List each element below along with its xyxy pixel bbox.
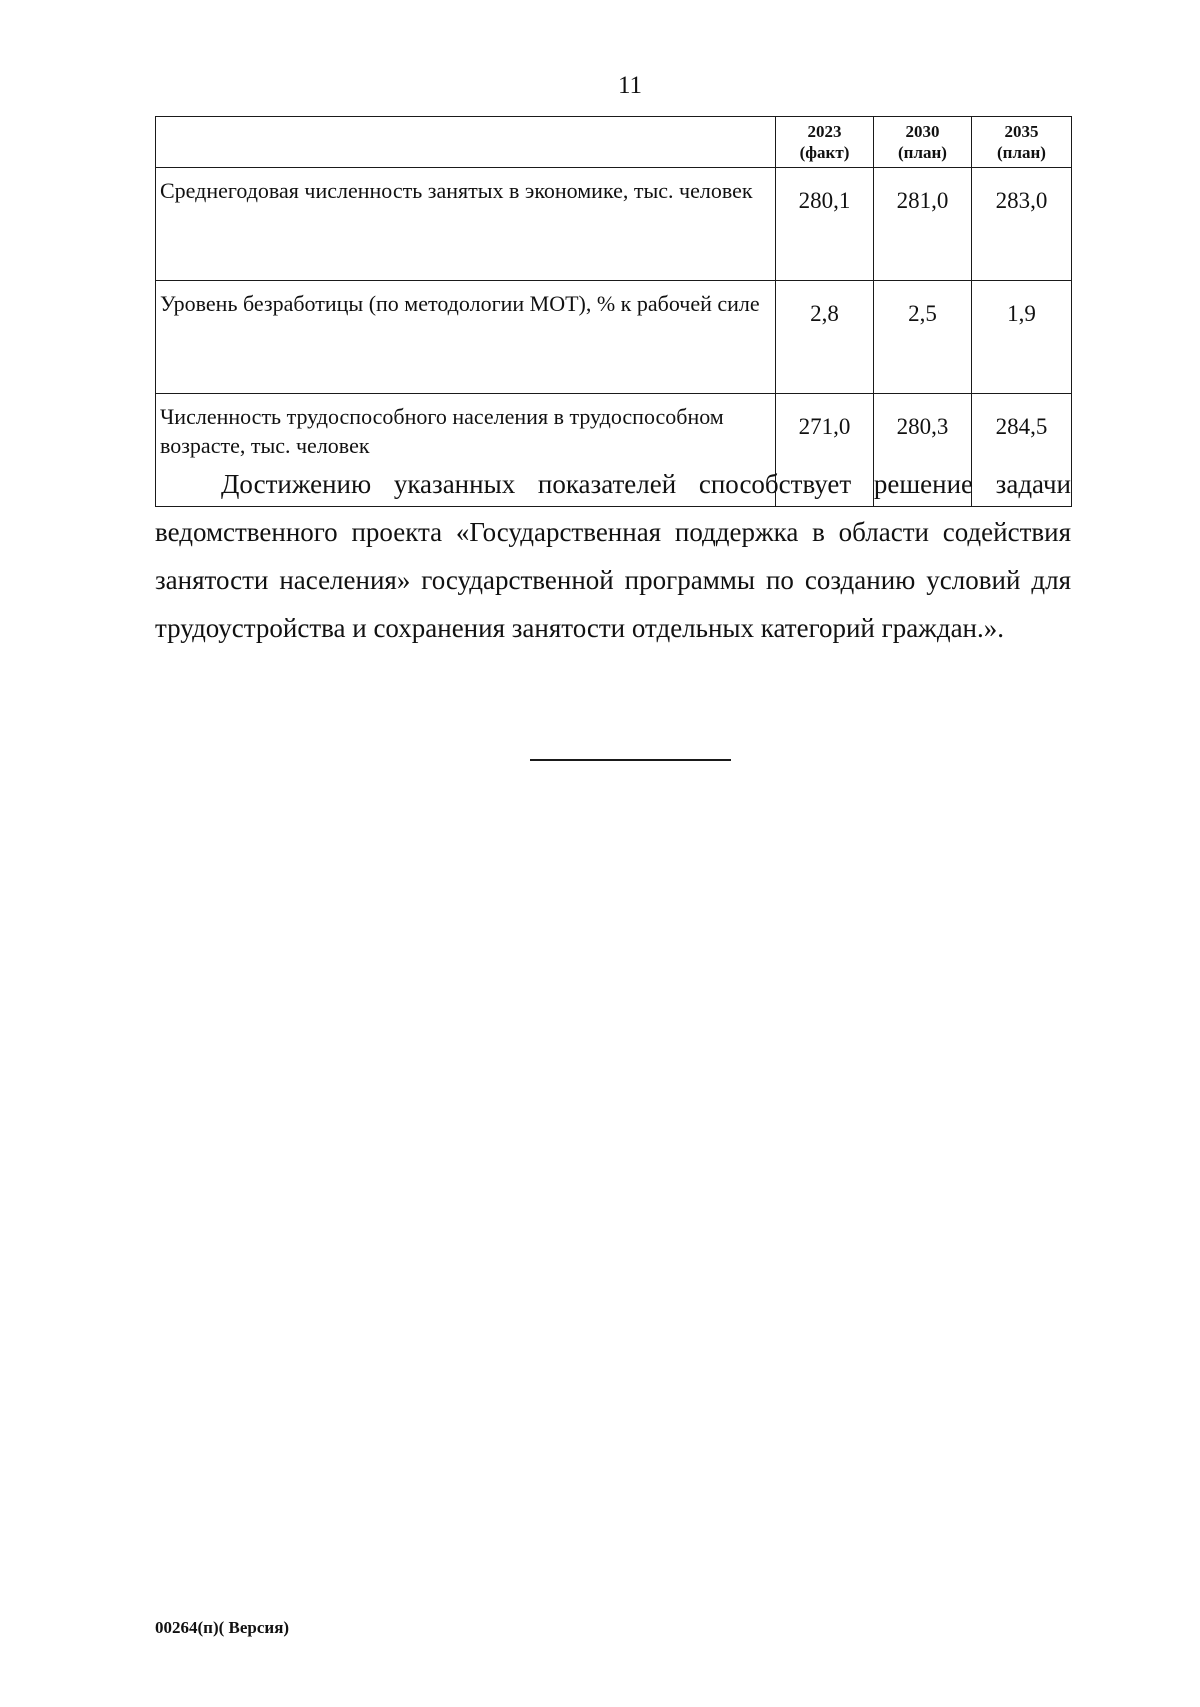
table-row xyxy=(156,168,1072,281)
body-paragraph: Достижению указанных показателей способствует решение задачи ведомственного проекта «Государственная поддержка в области содействия занятости населения» государственной программы по созданию условий для трудоустройства и сохранения занятости отдельных категорий граждан.». xyxy=(155,469,1071,643)
column-header-2023 xyxy=(776,117,874,168)
column-header-2030 xyxy=(874,117,972,168)
value-cell: 1,9 xyxy=(972,281,1072,394)
document-footer-code: 00264(п)( Версия) xyxy=(155,1618,290,1637)
value-cell: 283,0 xyxy=(972,168,1072,281)
value-cell: 284,5 xyxy=(972,394,1072,507)
indicator-cell: Уровень безработицы (по методологии МОТ), % к рабочей силе xyxy=(156,281,776,394)
value-cell: 281,0 xyxy=(874,168,972,281)
value-cell: 2,5 xyxy=(874,281,972,394)
column-note: (факт) xyxy=(799,143,850,162)
value-cell: 280,3 xyxy=(874,394,972,507)
indicator-cell: Численность трудоспособного населения в трудоспособном возрасте, тыс. человек xyxy=(156,394,776,507)
column-note: (план) xyxy=(898,143,947,162)
column-note: (план) xyxy=(997,143,1046,162)
column-header-2035 xyxy=(972,117,1072,168)
column-year: 2023 xyxy=(807,122,842,141)
column-year: 2030 xyxy=(905,122,940,141)
value-cell: 2,8 xyxy=(776,281,874,394)
table-row xyxy=(156,281,1072,394)
indicator-column-header xyxy=(156,117,776,168)
page-number: 11 xyxy=(617,72,643,99)
column-year: 2035 xyxy=(1004,122,1039,141)
table-header-row xyxy=(156,117,1072,168)
value-cell: 280,1 xyxy=(776,168,874,281)
value-cell: 271,0 xyxy=(776,394,874,507)
indicator-cell: Среднегодовая численность занятых в экономике, тыс. человек xyxy=(156,168,776,281)
indicators-table xyxy=(155,116,1072,507)
end-divider xyxy=(530,759,731,761)
